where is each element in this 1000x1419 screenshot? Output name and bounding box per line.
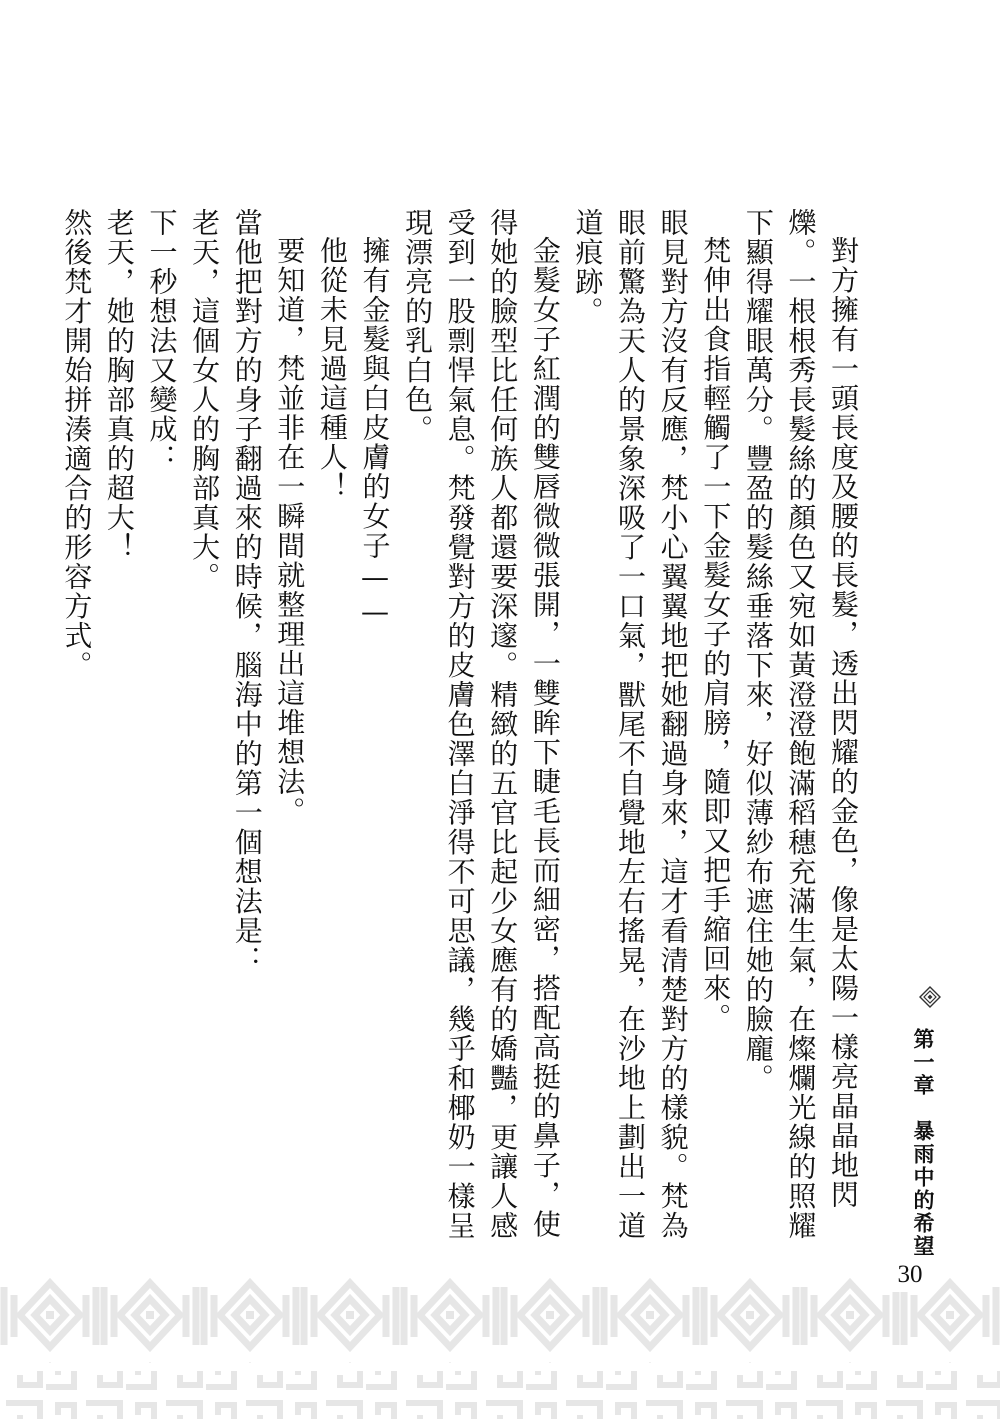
paragraph: 然後梵才開始拼湊適合的形容方式。 (60, 208, 94, 680)
paragraph: 對方擁有一頭長度及腰的長髮，透出閃耀的金色，像是太陽一樣亮晶晶地閃爍。一根根秀長髮絲的顏色又宛如黃澄澄飽滿稻穗充滿生氣，在燦爛光線的照耀下顯得耀眼萬分。豐盈的髮絲垂落下來，好似薄紗布遮住她的臉龐。 (741, 208, 860, 1241)
diamond-ornament-icon (919, 986, 941, 1008)
paragraph: 擁有金髮與白皮膚的女子—— (358, 236, 392, 630)
paragraph: 他從未見過這種人！ (315, 236, 349, 502)
paragraph: 老天，她的胸部真的超大！ (102, 208, 136, 562)
body-text (55, 208, 864, 1268)
paragraph: 金髮女子紅潤的雙唇微微張開，一雙眸下睫毛長而細密，搭配高挺的鼻子，使得她的臉型比任何族人都還要深邃。精緻的五官比起少女應有的嬌豔，更讓人感受到一股剽悍氣息。梵發覺對方的皮膚色澤白淨得不可思議，幾乎和椰奶一樣呈現漂亮的乳白色。 (401, 208, 562, 1241)
geometric-border-pattern-icon (0, 1275, 1000, 1419)
paragraph: 眼見對方沒有反應，梵小心翼翼地把她翻過身來，這才看清楚對方的樣貌。梵為眼前驚為天人的景象深吸了一口氣，獸尾不自覺地左右搖晃，在沙地上劃出一道道痕跡。 (571, 208, 690, 1241)
page-number: 30 (884, 1258, 936, 1292)
paragraph: 梵伸出食指輕觸了一下金髮女子的肩膀，隨即又把手縮回來。 (699, 236, 733, 1033)
paragraph: 老天，這個女人的胸部真大。 (188, 208, 222, 592)
paragraph: 下一秒想法又變成： (145, 208, 179, 474)
paragraph: 當他把對方的身子翻過來的時候，腦海中的第一個想法是： (230, 208, 264, 975)
chapter-title: 第一章 暴雨中的希望 (911, 1028, 935, 1258)
paragraph: 要知道，梵並非在一瞬間就整理出這堆想法。 (273, 236, 307, 826)
